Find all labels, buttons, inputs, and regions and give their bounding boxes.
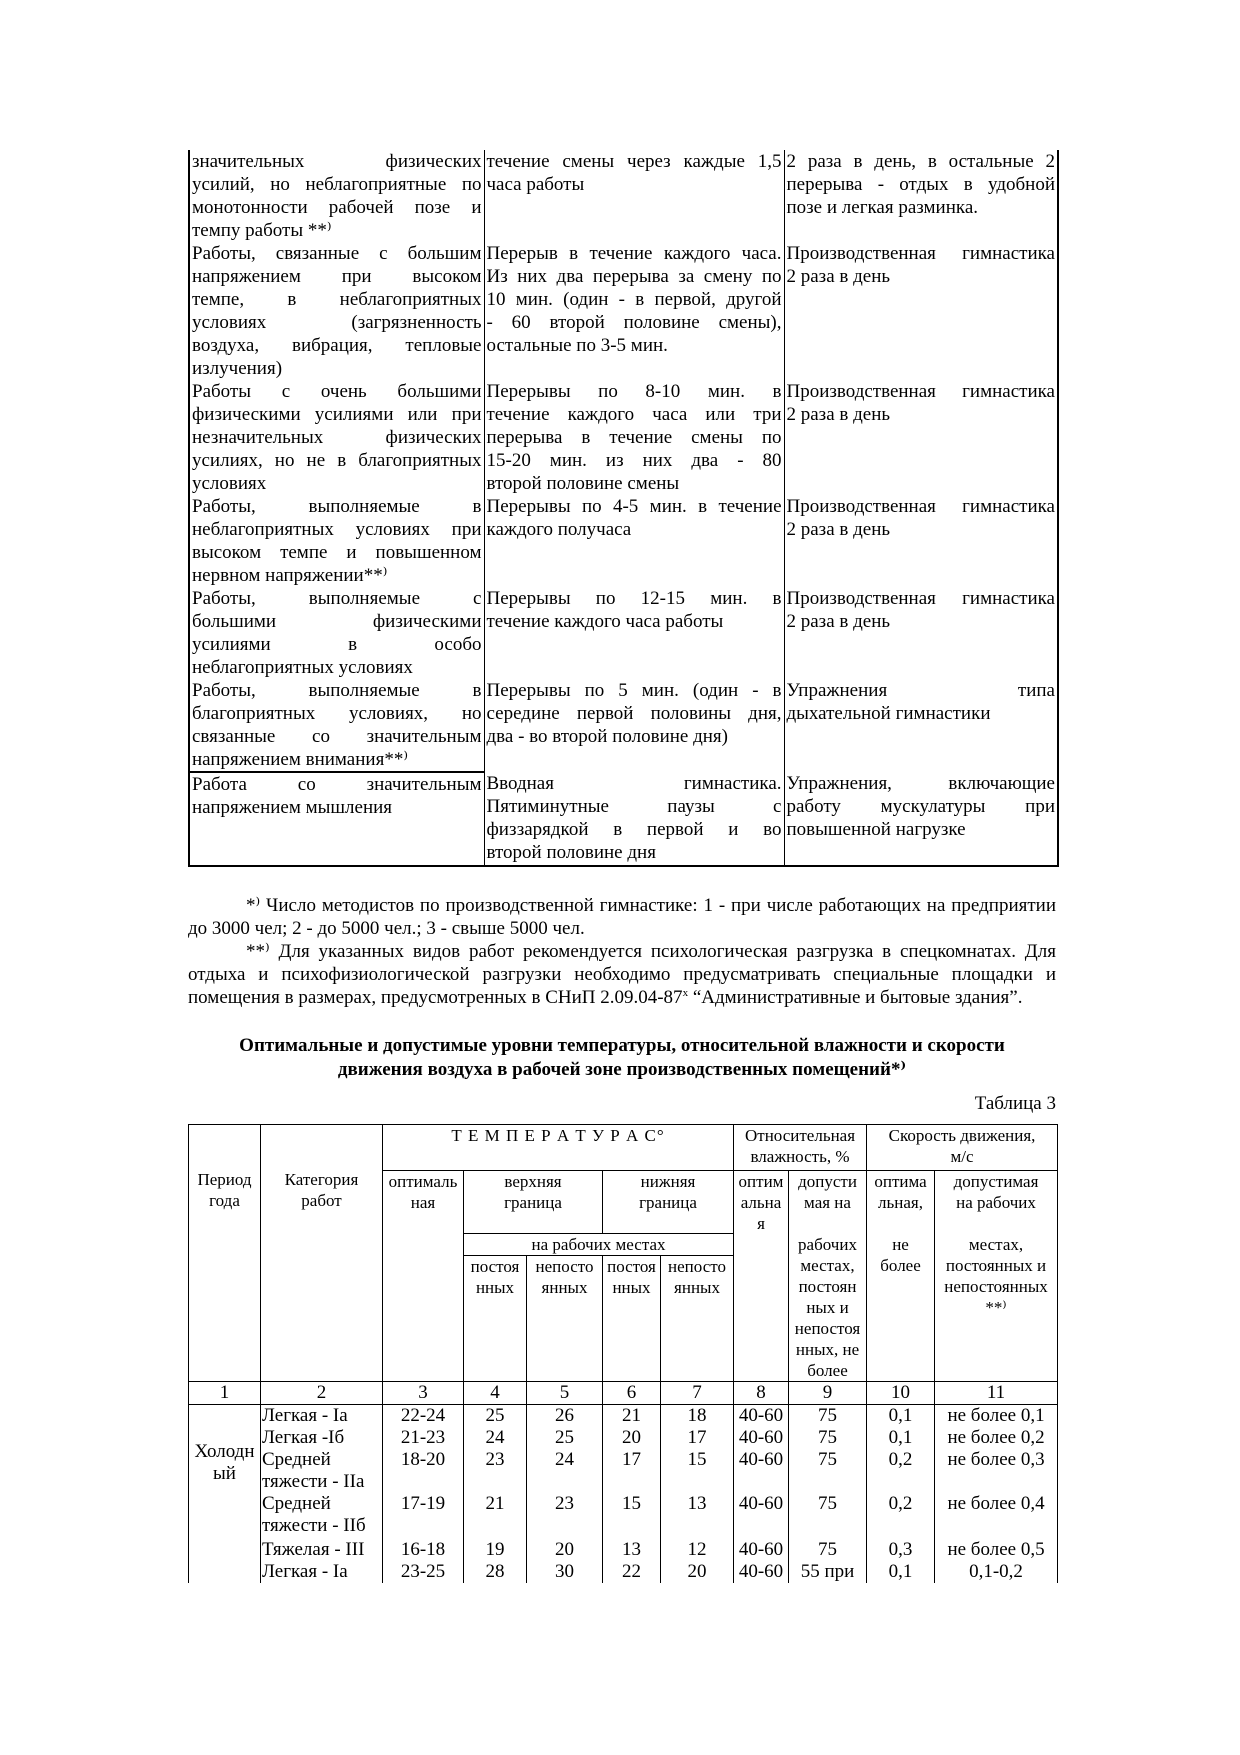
header-speed-optimal [867,1171,935,1382]
work-breaks-row [189,587,1058,679]
gymnastics-cell [784,495,1058,587]
value-cell: 21 [464,1493,527,1539]
value-cell: 75 [789,1427,867,1449]
value-cell: 40-60 [734,1493,789,1539]
value-cell: 19 [464,1539,527,1561]
value-cell: 15 [603,1493,661,1539]
header-text-line: оптима [874,1172,927,1191]
breaks-cell-line: Перерывы по 4-5 мин. в течение [486,496,782,517]
column-number: 9 [789,1382,867,1405]
header-text-line: верхняя [504,1172,562,1191]
work-breaks-row [189,150,1058,242]
value-cell: 15 [661,1449,734,1493]
footnote-2-superscript: х [682,987,689,999]
header-text-line: допустимая [953,1172,1039,1191]
column-number: 11 [935,1382,1058,1405]
header-lower-nonpermanent [661,1256,734,1382]
breaks-cell-line: середине первой половины дня, [486,703,782,724]
gymnastics-cell [784,587,1058,679]
work-type-cell-line: большими физическими [192,611,482,632]
value-cell: 22 [603,1561,661,1583]
microclimate-row [189,1539,1058,1561]
gymnastics-cell-line: Производственная гимнастика [786,496,1055,517]
header-lower [603,1171,734,1234]
work-type-cell-line: напряжением внимания**⁾ [192,749,408,770]
header-text-line: Скорость движения, [888,1126,1036,1145]
gymnastics-cell-line: перерыва - отдых в удобной [786,174,1055,195]
work-type-cell-line: условиях [192,473,267,494]
column-number: 4 [464,1382,527,1405]
breaks-cell-line: Пятиминутные паузы с [486,796,782,817]
value-cell: 40-60 [734,1561,789,1583]
work-type-cell-line: темпе, в неблагоприятных [192,289,482,310]
gymnastics-cell-line: Упражнения, включающие [786,773,1055,794]
microclimate-row [189,1405,1058,1428]
breaks-cell-line: перерыва в течение смены по [486,427,782,448]
value-cell: 26 [527,1405,603,1428]
value-cell: не более 0,5 [935,1539,1058,1561]
footnote-1-text: Число методистов по производственной гимнастике: 1 - при числе работающих на предприятии до 3000 чел; 2 - до 5000 чел.; 3 - свыше 5000 чел. [188,895,1056,939]
microclimate-row [189,1449,1058,1493]
work-type-cell [189,587,484,679]
value-cell: 22-24 [383,1405,464,1428]
work-breaks-table [188,150,1059,867]
column-number: 5 [527,1382,603,1405]
header-text-line: нных, не [795,1340,860,1359]
value-cell: 20 [661,1561,734,1583]
category-cell-line: Средней [262,1449,331,1470]
column-number: 1 [189,1382,261,1405]
value-cell: 12 [661,1539,734,1561]
category-cell-line: Легкая - Iа [262,1561,348,1582]
header-text-line: более [880,1256,921,1275]
header-text-line: альна [740,1193,782,1212]
column-number: 8 [734,1382,789,1405]
value-cell: не более 0,4 [935,1493,1058,1539]
microclimate-row [189,1427,1058,1449]
column-number: 2 [261,1382,383,1405]
breaks-cell-line: второй половине дня [486,842,656,863]
work-type-cell [189,772,484,866]
header-text-line: нных [475,1278,515,1298]
breaks-cell-line: 15-20 мин. из них два - 80 [486,450,782,471]
category-cell [261,1493,383,1539]
value-cell: не более 0,2 [935,1427,1058,1449]
value-cell: 0,2 [867,1493,935,1539]
gymnastics-cell-line: 2 раза в день [786,266,891,287]
breaks-cell-line: два - во второй половине дня) [486,726,728,747]
header-text-line [936,1213,1056,1234]
work-type-cell-line: высоком темпе и повышенном [192,542,482,563]
work-type-cell [189,150,484,242]
gymnastics-cell-line: повышенной нагрузке [786,819,966,840]
gymnastics-cell-line: Производственная гимнастика [786,588,1055,609]
value-cell: 40-60 [734,1449,789,1493]
gymnastics-cell-line: 2 раза в день [786,611,891,632]
breaks-cell-line: течение смены через каждые 1,5 [486,151,782,172]
value-cell: 75 [789,1493,867,1539]
header-text-line: местах, [968,1235,1024,1254]
value-cell: 0,1 [867,1427,935,1449]
value-cell: 30 [527,1561,603,1583]
work-type-cell-line: благоприятных условиях, но [192,703,482,724]
breaks-cell [484,242,784,380]
footnote-2-text: Для указанных видов работ рекомендуется психологическая разгрузка в спецкомнатах. Для отдыха и психофизиологической разгрузки необходимо предусматривать специальные площадки и помещения в размерах, предусмотренных в СНиП 2.09.04-87 [188,941,1056,1008]
microclimate-table [188,1124,1058,1583]
value-cell: 40-60 [734,1427,789,1449]
work-type-cell-line: усилиями в особо [192,634,482,655]
breaks-cell [484,380,784,495]
header-category [261,1125,383,1382]
header-text-line: граница [504,1193,562,1212]
header-text-line: непостоя [794,1319,861,1338]
breaks-cell [484,495,784,587]
work-breaks-row [189,495,1058,587]
header-text-line: постоя [470,1257,520,1277]
microclimate-row [189,1561,1058,1583]
header-at-workplaces: на рабочих местах [464,1234,734,1256]
header-text-line [790,1213,865,1234]
work-breaks-row [189,380,1058,495]
period-cell-line: Холодн [194,1441,255,1462]
breaks-cell [484,679,784,772]
header-optimal [383,1171,464,1382]
value-cell: 24 [527,1449,603,1493]
header-text-line: льная, [878,1193,923,1212]
work-breaks-row [189,242,1058,380]
column-number: 3 [383,1382,464,1405]
footnote-2 [188,940,1056,1009]
header-lower-permanent [603,1256,661,1382]
footnote-1 [188,894,1056,940]
gymnastics-cell-line: дыхательной гимнастики [786,703,991,724]
gymnastics-cell-line: 2 раза в день [786,404,891,425]
work-type-cell-line: значительных физических [192,151,482,172]
work-type-cell-line: усилиях, но не в благоприятных [192,450,482,471]
header-humidity-allowed [789,1171,867,1382]
breaks-cell-line: часа работы [486,174,585,195]
gymnastics-cell-line: Упражнения типа [786,680,1055,701]
work-type-cell-line: воздуха, вибрация, тепловые [192,335,482,356]
gymnastics-cell [784,242,1058,380]
header-text-line: влажность, % [750,1147,850,1166]
breaks-cell-line: Вводная гимнастика. [486,773,782,794]
value-cell: 18 [661,1405,734,1428]
header-text-line: м/с [950,1147,974,1166]
work-type-cell [189,242,484,380]
value-cell: 21 [603,1405,661,1428]
gymnastics-cell-line: позе и легкая разминка. [786,197,979,218]
value-cell: 21-23 [383,1427,464,1449]
breaks-cell-line: течение каждого часа или три [486,404,782,425]
header-text-line: на рабочих [956,1193,1036,1212]
value-cell: 23 [464,1449,527,1493]
header-temperature: Т Е М П Е Р А Т У Р А С° [383,1125,734,1171]
value-cell: 25 [527,1427,603,1449]
header-text-line: янных [674,1278,720,1298]
header-text-line [868,1213,933,1234]
period-cell-line: ый [213,1463,236,1484]
value-cell: 0,1 [867,1405,935,1428]
header-speed [867,1125,1058,1171]
value-cell: 23 [527,1493,603,1539]
value-cell: 20 [527,1539,603,1561]
work-type-cell-line: Работы, связанные с большим [192,243,482,264]
section-title-line-1: Оптимальные и допустимые уровни температуры, относительной влажности и скорости [239,1035,1005,1056]
header-text-line: допусти [798,1172,857,1191]
breaks-cell-line: Перерывы по 8-10 мин. в [486,381,782,402]
work-type-cell-line: физическими усилиями или при [192,404,482,425]
work-type-cell-line: Работа со значительным [192,774,482,795]
header-speed-allowed [935,1171,1058,1382]
header-text-line: янных [541,1278,588,1298]
value-cell: 75 [789,1449,867,1493]
category-cell-line: Средней [262,1493,331,1514]
breaks-cell-line: 10 мин. (один - в первой, другой [486,289,782,310]
work-type-cell-line: монотонности рабочей позе и [192,197,482,218]
work-breaks-row [189,772,1058,866]
column-numbers-row [189,1382,1058,1405]
value-cell: 0,3 [867,1539,935,1561]
value-cell: 28 [464,1561,527,1583]
header-humidity-optimal [734,1171,789,1382]
header-text-line: работ [301,1191,342,1210]
header-upper-permanent [464,1256,527,1382]
breaks-cell-line: - 60 второй половине смены), [486,312,782,333]
header-text-line: граница [639,1193,697,1212]
header-text-line: нных [612,1278,651,1298]
value-cell: 17 [661,1427,734,1449]
value-cell: 17 [603,1449,661,1493]
header-text-line: постоянных и [945,1256,1047,1275]
value-cell: 40-60 [734,1539,789,1561]
work-type-cell [189,380,484,495]
work-type-cell-line: Работы с очень большими [192,381,482,402]
value-cell: 17-19 [383,1493,464,1539]
header-text-line: Относительная [744,1126,856,1145]
header-text-line: Категория [284,1170,359,1189]
work-type-cell-line: неблагоприятных условиях [192,657,413,678]
column-number: 10 [867,1382,935,1405]
work-type-cell-line: связанные со значительным [192,726,482,747]
value-cell: 75 [789,1539,867,1561]
period-cell [189,1405,261,1562]
header-text-line: не [892,1235,909,1254]
gymnastics-cell [784,679,1058,772]
period-cell [189,1561,261,1583]
header-text-line: непосто [668,1257,726,1277]
category-cell-line: тяжести - IIа [262,1471,365,1492]
gymnastics-cell-line: работу мускулатуры при [786,796,1055,817]
value-cell: 24 [464,1427,527,1449]
column-number: 6 [603,1382,661,1405]
breaks-cell-line: остальные по 3-5 мин. [486,335,668,356]
breaks-cell [484,150,784,242]
work-type-cell-line: усилий, но неблагоприятные по [192,174,482,195]
header-text-line: оптималь [388,1172,458,1191]
value-cell: 23-25 [383,1561,464,1583]
header-text-line: постоя [607,1257,656,1277]
footnote-2-mark: **⁾ [246,941,270,962]
header-text-line: непостоянных [944,1277,1048,1296]
header-text-line: нижняя [640,1172,696,1191]
value-cell: 16-18 [383,1539,464,1561]
header-text-line: ных и [806,1298,849,1317]
work-type-cell-line: Работы, выполняемые в [192,680,482,701]
category-cell [261,1561,383,1583]
header-text-line: более [807,1361,848,1380]
value-cell: 40-60 [734,1405,789,1428]
gymnastics-cell-line: Производственная гимнастика [786,381,1055,402]
work-breaks-row [189,679,1058,772]
header-text-line: непосто [535,1257,594,1277]
header-text-line: я [757,1214,765,1233]
value-cell: 0,2 [867,1449,935,1493]
work-type-cell-line: Работы, выполняемые в [192,496,482,517]
breaks-cell [484,772,784,866]
gymnastics-cell-line: 2 раза в день, в остальные 2 [786,151,1055,172]
work-type-cell-line: условиях (загрязненность [192,312,482,333]
category-cell-line: тяжести - IIб [262,1515,366,1536]
section-title-line-2: движения воздуха в рабочей зоне производственных помещений*⁾ [337,1059,907,1080]
category-cell [261,1539,383,1561]
header-text-line: местах, [800,1256,855,1275]
work-type-cell-line: излучения) [192,358,283,379]
header-text-line: года [209,1191,240,1210]
header-text-line: оптим [738,1172,784,1191]
value-cell: 20 [603,1427,661,1449]
value-cell: 13 [603,1539,661,1561]
gymnastics-cell [784,772,1058,866]
breaks-cell-line: Из них два перерыва за смену по [486,266,782,287]
breaks-cell-line: второй половине смены [486,473,680,494]
breaks-cell-line: Перерывы по 12-15 мин. в [486,588,782,609]
header-humidity [734,1125,867,1171]
header-upper-nonpermanent [527,1256,603,1382]
header-text-line: постоян [798,1277,857,1296]
value-cell: 0,1 [867,1561,935,1583]
value-cell: 55 при [789,1561,867,1583]
header-text-line: ная [410,1193,436,1212]
work-type-cell-line: темпу работы **⁾ [192,220,332,241]
work-type-cell-line: напряжением мышления [192,797,393,818]
header-text-line: **⁾ [985,1298,1007,1317]
breaks-cell-line: физзарядкой в первой и во [486,819,782,840]
breaks-cell [484,587,784,679]
value-cell: не более 0,1 [935,1405,1058,1428]
category-cell [261,1449,383,1493]
gymnastics-cell [784,380,1058,495]
breaks-cell-line: Перерыв в течение каждого часа. [486,243,782,264]
work-type-cell [189,495,484,587]
value-cell: 13 [661,1493,734,1539]
work-type-cell-line: Работы, выполняемые с [192,588,482,609]
category-cell-line: Легкая - Iа [262,1405,348,1426]
header-upper [464,1171,603,1234]
category-cell [261,1427,383,1449]
work-type-cell-line: напряжением при высоком [192,266,482,287]
value-cell: 0,1-0,2 [935,1561,1058,1583]
header-text-line: рабочих [798,1235,857,1254]
value-cell: 75 [789,1405,867,1428]
microclimate-row [189,1493,1058,1539]
header-text-line: Период [197,1170,252,1189]
value-cell: не более 0,3 [935,1449,1058,1493]
category-cell-line: Тяжелая - III [262,1539,365,1560]
work-type-cell-line: незначительных физических [192,427,482,448]
section-title [188,1034,1056,1082]
value-cell: 25 [464,1405,527,1428]
breaks-cell-line: каждого получаса [486,519,632,540]
work-type-cell-line: неблагоприятных условиях при [192,519,482,540]
breaks-cell-line: Перерывы по 5 мин. (один - в [486,680,782,701]
table-label: Таблица 3 [974,1093,1056,1114]
footnote-2-tail: “Административные и бытовые здания”. [688,987,1023,1008]
work-type-cell [189,679,484,772]
breaks-cell-line: течение каждого часа работы [486,611,724,632]
column-number: 7 [661,1382,734,1405]
category-cell-line: Легкая -Iб [262,1427,345,1448]
gymnastics-cell-line: Производственная гимнастика [786,243,1055,264]
value-cell: 18-20 [383,1449,464,1493]
category-cell [261,1405,383,1428]
gymnastics-cell [784,150,1058,242]
footnote-1-mark: *⁾ [246,895,261,916]
work-type-cell-line: нервном напряжении**⁾ [192,565,388,586]
header-text-line: мая на [804,1193,851,1212]
gymnastics-cell-line: 2 раза в день [786,519,891,540]
header-period [189,1125,261,1382]
